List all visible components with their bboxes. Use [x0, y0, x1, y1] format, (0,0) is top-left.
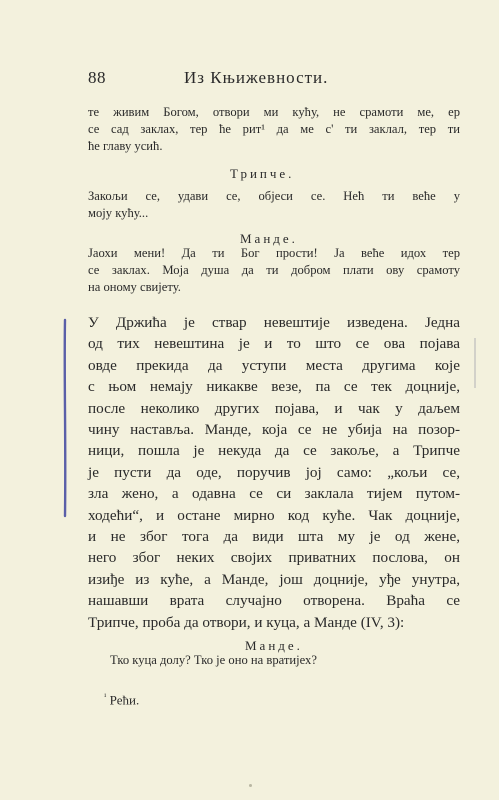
dialogue-block-3: [88, 245, 460, 295]
footnote-marker: ¹: [104, 692, 107, 701]
page-header: [88, 68, 418, 92]
text-line: се сад заклах, тер ће рит¹ да ме с' ти заклал, тер ти: [88, 121, 460, 136]
speaker-name: Манде.: [240, 231, 298, 246]
text-line: ће главу усић.: [88, 138, 163, 153]
dialogue-block-1: [88, 104, 460, 154]
text-line: чину наставља. Манде, која се не убија на позор-: [88, 421, 460, 439]
dialogue-block-2: [88, 188, 460, 222]
text-line: ници, пошла је некуда да се закоље, а Трипче: [88, 442, 460, 460]
text-line: и не због тога да види шта му је од жене,: [88, 528, 460, 546]
text-line: је пусти да оде, поручив јој само: „кољи се,: [88, 463, 460, 481]
pencil-margin-mark: [62, 318, 68, 518]
speaker-name: Манде.: [245, 638, 303, 653]
text-line: те живим Богом, отвори ми кућу, не срамоти ме, ер: [88, 105, 460, 119]
text-line: се заклах. Моја душа да ти добром плати ову срамоту: [88, 262, 460, 277]
text-line: овде прекида да уступи места другима које: [88, 356, 460, 374]
footnote-text: Рећи.: [109, 692, 140, 708]
footnote: [104, 692, 139, 708]
text-line: на оному свијету.: [88, 279, 181, 294]
text-line: изиђе из куће, а Манде, још доцније, уђе унутра,: [88, 570, 460, 588]
text-line: нашавши врата случајно отворена. Враћа се: [88, 592, 460, 610]
margin-tick: [474, 338, 476, 388]
text-line: У Држића је ствар невештије изведена. Једна: [88, 314, 460, 331]
text-line: зла жено, а одавна се си заклала тијем путом-: [88, 485, 460, 503]
page-number: 88: [88, 68, 106, 87]
dialogue-block-4: [110, 652, 450, 669]
text-line: Тко куца долу? Тко је оно на вратијех?: [110, 653, 317, 667]
text-line: Закољи се, удави се, објеси се. Нећ ти веће у: [88, 189, 460, 203]
page-speck: [249, 784, 252, 787]
text-line: после неколико других појава, и чак у даљем: [88, 399, 460, 417]
text-line: од тих невештина је и то што се ова појава: [88, 335, 460, 353]
main-paragraph: [88, 312, 460, 633]
running-title: Из Књижевности.: [184, 68, 329, 87]
text-line: моју кућу...: [88, 205, 149, 220]
text-line: с њом немају никакве везе, па се тек доцније,: [88, 378, 460, 396]
text-line: Трипче, проба да отвори, и куца, а Манде (IV, 3):: [88, 613, 405, 631]
text-line: Јаохи мени! Да ти Бог прости! Ја веће идох тер: [88, 246, 460, 260]
text-line: него због неких својих приватних послова, он: [88, 549, 460, 567]
text-line: ходећи“, и остане мирно код куће. Чак доцније,: [88, 506, 460, 524]
speaker-name: Трипче.: [230, 166, 295, 181]
